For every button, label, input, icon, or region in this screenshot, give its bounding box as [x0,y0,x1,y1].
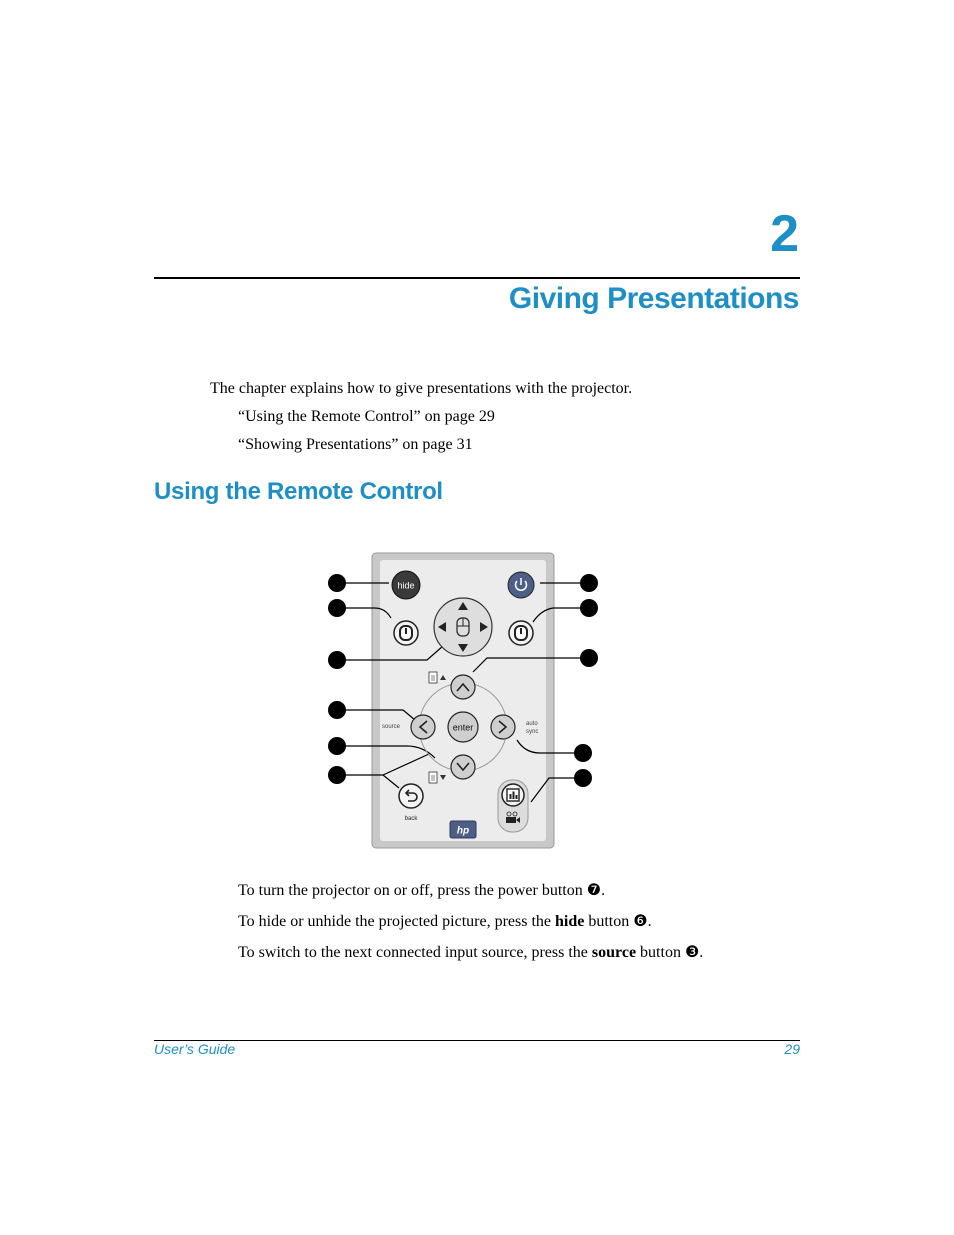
intro-paragraph: The chapter explains how to give presentations with the projector. [210,380,633,397]
callout-6 [328,766,346,784]
up-button[interactable] [451,675,475,699]
left-click-button[interactable] [394,621,418,645]
callout-marker: ❻ [633,913,648,930]
source-button[interactable] [411,715,435,739]
callout-3 [328,651,346,669]
callout-1 [328,574,346,592]
auto-label: auto [526,721,538,727]
callout-4 [328,701,346,719]
down-button[interactable] [451,755,475,779]
callout-2 [328,599,346,617]
footer-page-number: 29 [784,1041,800,1057]
right-click-button[interactable] [509,621,533,645]
footer-rule [154,1040,800,1041]
callout-marker: ❼ [586,882,602,899]
remote-control-figure [325,548,605,853]
auto-sync-button[interactable] [491,715,515,739]
hp-logo [450,821,476,838]
mode-toggle[interactable] [498,780,528,832]
hide-button[interactable] [392,571,420,599]
chapter-rule [154,277,800,279]
callout-10 [574,744,592,762]
chapter-title: Giving Presentations [508,282,799,315]
paragraph-power: To turn the projector on or off, press the power button ❼. [238,882,606,899]
toc-link-showing-presentations[interactable]: “Showing Presentations” on page 31 [238,436,473,453]
footer-guide-title: User’s Guide [154,1041,236,1057]
callout-8 [580,599,598,617]
enter-label: enter [452,722,474,733]
enter-button[interactable] [448,712,478,742]
back-button[interactable] [399,784,423,808]
section-title: Using the Remote Control [154,478,443,505]
paragraph-hide: To hide or unhide the projected picture, press the hide button ❻. [238,913,652,930]
callout-11 [574,769,592,787]
callout-marker: ❸ [684,944,700,961]
callout-7 [580,574,598,592]
paragraph-source: To switch to the next connected input source, press the source button ❸. [238,944,704,961]
chapter-number: 2 [770,205,799,263]
callout-5 [328,737,346,755]
callout-9 [580,649,598,667]
source-label: source [382,724,401,730]
back-label: back [404,816,418,822]
sync-label: sync [526,729,539,735]
presentation-mode-icon [507,789,519,801]
toc-link-remote-control[interactable]: “Using the Remote Control” on page 29 [238,408,495,425]
mouse-pad[interactable] [434,598,492,656]
hide-label: hide [397,580,415,591]
power-button[interactable] [508,572,534,598]
hp-logo-text: hp [456,825,470,837]
